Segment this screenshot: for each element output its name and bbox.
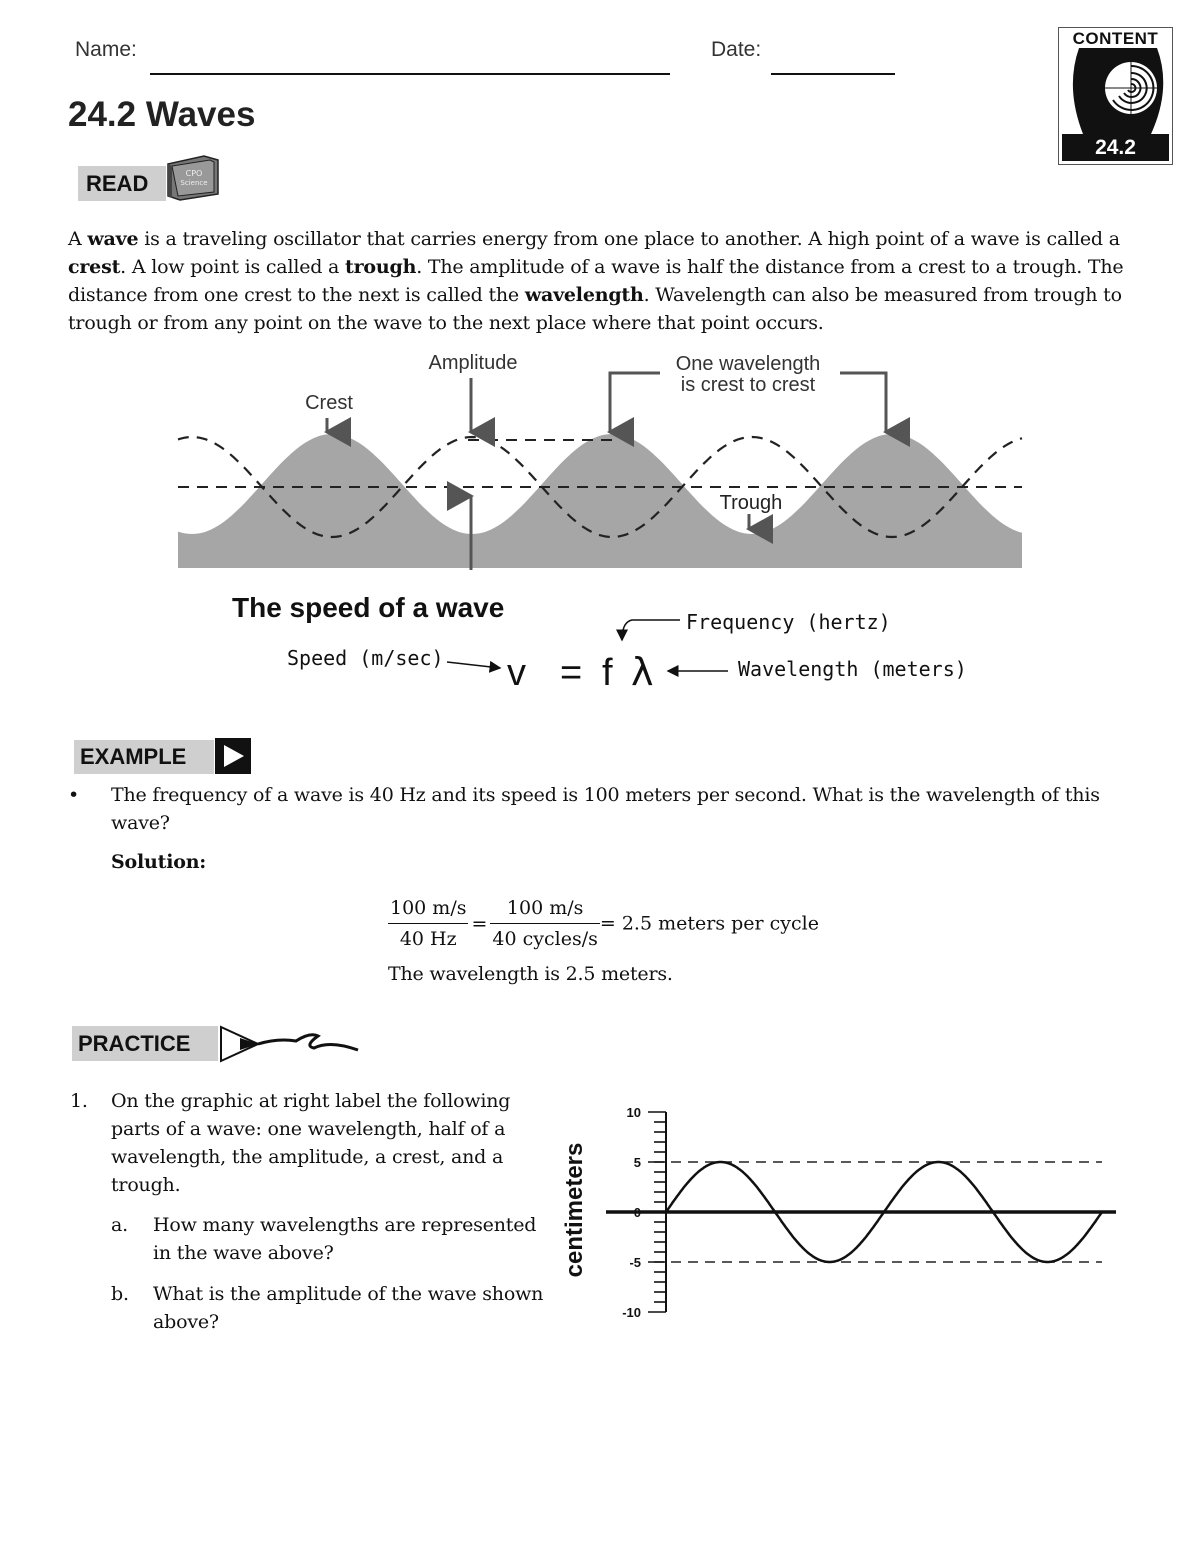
speed-formula (280, 600, 1000, 700)
frequency-arrow (622, 620, 680, 640)
conclusion-text: The wavelength is 2.5 meters. (388, 963, 673, 985)
read-label: READ (86, 171, 149, 196)
amplitude-label: Amplitude (428, 352, 518, 374)
example-label: EXAMPLE (80, 744, 187, 769)
term-crest: crest (68, 256, 121, 278)
play-arrow-icon (215, 738, 253, 776)
speed-arrow (447, 662, 500, 668)
symbol-equals: = (560, 652, 583, 694)
y-tick-label: -5 (629, 1255, 641, 1270)
nautilus-shell-icon (1059, 48, 1172, 134)
practice-q1-number: 1. (70, 1090, 88, 1112)
chart-ylabel: centimeters (561, 1142, 588, 1278)
book-text-1: CPO (185, 169, 203, 178)
practice-wave-chart (560, 1095, 1130, 1325)
fraction-2-numerator: 100 m/s (490, 893, 599, 924)
symbol-f: f (602, 652, 613, 694)
intro-text-2: is a traveling oscillator that carries energy from one place to another. A high point of a wave is called a (138, 228, 1120, 250)
fraction-1-numerator: 100 m/s (388, 893, 468, 924)
frequency-label: Frequency (hertz) (686, 610, 891, 634)
wave-fill-shape (178, 434, 1022, 568)
fraction-2 (490, 893, 599, 954)
wavelength-label-2: is crest to crest (680, 374, 816, 396)
y-tick-label: 0 (633, 1205, 641, 1220)
trough-label: Trough (719, 492, 783, 514)
solution-label: Solution: (111, 851, 207, 873)
practice-q1-text: On the graphic at right label the following parts of a wave: one wavelength, half of a wavelength, the amplitude, a crest, and a trough. (111, 1090, 511, 1196)
book-icon (164, 154, 220, 202)
wave-diagram (150, 345, 1050, 575)
page-title: 24.2 Waves (68, 95, 256, 134)
read-tag (78, 166, 166, 201)
wavelength-arrow-right (840, 373, 886, 432)
badge-number: 24.2 (1062, 134, 1169, 161)
intro-text-4: . The amplitude of a wave is half the distance from a crest to a trough. The distance from one crest to the next is called the (68, 256, 1124, 306)
practice-tag (72, 1026, 218, 1061)
fraction-1-denominator: 40 Hz (399, 928, 457, 950)
y-tick-label: 5 (633, 1155, 641, 1170)
intro-text-3: . A low point is called a (120, 256, 346, 278)
result-text: = 2.5 meters per cycle (599, 912, 819, 935)
term-trough: trough (345, 256, 417, 278)
practice-label: PRACTICE (78, 1031, 191, 1056)
wavelength-label-1: One wavelength (675, 353, 821, 375)
example-bullet: • (68, 784, 80, 806)
wavelength-arrow-left (610, 373, 660, 432)
book-text-2: Science (180, 179, 208, 187)
term-wavelength: wavelength (524, 284, 644, 306)
practice-qa-letter: a. (111, 1214, 128, 1236)
fraction-2-denominator: 40 cycles/s (492, 928, 598, 950)
practice-qa-text: How many wavelengths are represented in the wave above? (153, 1214, 537, 1264)
symbol-v: v (507, 652, 526, 694)
intro-text-1: A (68, 228, 88, 250)
date-label: Date: (711, 38, 762, 61)
date-field[interactable] (771, 73, 895, 75)
solution-equation (388, 893, 819, 954)
symbol-lambda: λ (631, 650, 654, 694)
practice-qb-text: What is the amplitude of the wave shown above? (153, 1283, 544, 1333)
equals-sign: = (471, 912, 488, 935)
content-badge (1058, 27, 1173, 165)
intro-text-5: . Wavelength can also be measured from trough to trough or from any point on the wave to the next place where that point occurs. (68, 284, 1122, 334)
y-tick-label: -10 (622, 1305, 641, 1320)
fraction-1 (388, 893, 468, 954)
crest-label: Crest (305, 392, 353, 414)
name-field[interactable] (150, 73, 670, 75)
badge-top-label: CONTENT (1072, 29, 1159, 48)
wavelength-meters-label: Wavelength (meters) (738, 657, 967, 681)
speed-label: Speed (m/sec) (287, 646, 444, 670)
name-label: Name: (75, 38, 137, 61)
practice-qb-letter: b. (111, 1283, 129, 1305)
speed-formula-title: The speed of a wave (232, 592, 505, 623)
pencil-arrow-icon (218, 1024, 360, 1064)
example-tag (74, 740, 214, 774)
example-question: The frequency of a wave is 40 Hz and its speed is 100 meters per second. What is the wavelength of this wave? (111, 784, 1100, 834)
term-wave: wave (87, 228, 139, 250)
intro-paragraph (68, 225, 1128, 337)
y-tick-label: 10 (626, 1105, 641, 1120)
